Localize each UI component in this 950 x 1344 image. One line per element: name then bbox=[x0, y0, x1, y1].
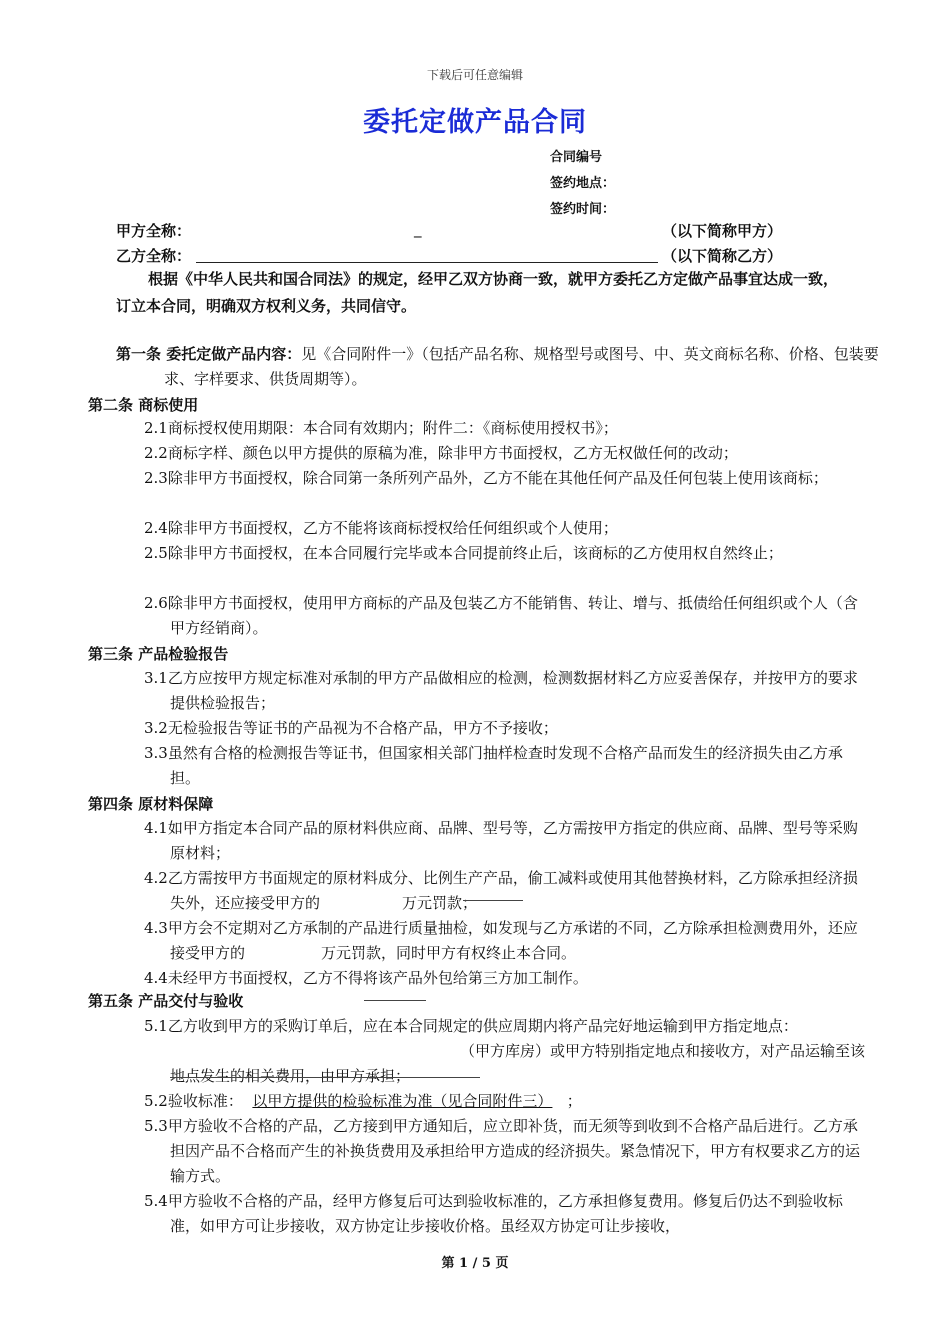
clause-4-2-text: 4.2乙方需按甲方书面规定的原材料成分、比例生产产品，偷工减料或使用其他替换材料，乙方除承担经济损失外，还应接受甲方的 bbox=[144, 869, 858, 912]
clause-5-2-label: 5.2验收标准： bbox=[144, 1092, 243, 1110]
clause-3-1: 3.1乙方应按甲方规定标准对承制的甲方产品做相应的检测，检测数据材料乙方应妥善保存，并按甲方的要求提供检验报告； bbox=[144, 669, 858, 712]
article-1 bbox=[116, 342, 889, 392]
article-1-heading: 第一条 委托定做产品内容： bbox=[116, 345, 302, 363]
party-a-label: 甲方全称： bbox=[116, 222, 192, 240]
article-1-body: 见《合同附件一》（包括产品名称、规格型号或图号、中、英文商标名称、价格、包装要求、字样要求、供货周期等）。 bbox=[164, 345, 879, 388]
article-3-heading: 第三条 产品检验报告 bbox=[88, 645, 229, 663]
clause-2-4: 2.4除非甲方书面授权，乙方不能将该商标授权给任何组织或个人使用； bbox=[144, 519, 618, 537]
clause-2-5: 2.5除非甲方书面授权，在本合同履行完毕或本合同提前终止后，该商标的乙方使用权自然终止； bbox=[144, 544, 783, 562]
article-4-heading: 第四条 原材料保障 bbox=[88, 795, 214, 813]
preamble: 根据《中华人民共和国合同法》的规定，经甲乙双方协商一致，就甲方委托乙方定做产品事宜达成一致，订立本合同，明确双方权利义务，共同信守。 bbox=[116, 270, 839, 315]
clause-2-6: 2.6除非甲方书面授权，使用甲方商标的产品及包装乙方不能销售、转让、增与、抵债给任何组织或个人（含甲方经销商）。 bbox=[144, 594, 858, 637]
clause-4-2 bbox=[144, 866, 870, 916]
clause-4-1: 4.1如甲方指定本合同产品的原材料供应商、品牌、型号等，乙方需按甲方指定的供应商、品牌、型号等采购原材料； bbox=[144, 819, 858, 862]
clause-2-2: 2.2商标字样、颜色以甲方提供的原稿为准，除非甲方书面授权，乙方无权做任何的改动； bbox=[144, 444, 738, 462]
clause-5-4: 5.4甲方验收不合格的产品，经甲方修复后可达到验收标准的，乙方承担修复费用。修复后仍达不到验收标准，如甲方可让步接收，双方协定让步接收价格。虽经双方协定可让步接收， bbox=[144, 1192, 843, 1235]
clause-4-3-unit: 万元罚款，同时甲方有权终止本合同。 bbox=[321, 944, 577, 962]
clause-5-2 bbox=[144, 1089, 870, 1114]
clause-3-2: 3.2无检验报告等证书的产品视为不合格产品，甲方不予接收； bbox=[144, 719, 558, 737]
clause-4-2-unit: 万元罚款； bbox=[402, 894, 478, 912]
clause-2-3: 2.3除非甲方书面授权，除合同第一条所列产品外，乙方不能在其他任何产品及任何包装上使用该商标； bbox=[144, 469, 828, 487]
clause-4-3 bbox=[144, 916, 870, 966]
strike-mark bbox=[463, 900, 523, 901]
party-a-name-field[interactable]: _ bbox=[414, 220, 422, 238]
clause-5-3: 5.3甲方验收不合格的产品，乙方接到甲方通知后，应立即补货，而无须等到收到不合格产品后进行。乙方承担因产品不合格而产生的补换货费用及承担给甲方造成的经济损失。紧急情况下，甲方有权要求乙方的运输方式。 bbox=[144, 1117, 861, 1185]
article-5-heading: 第五条 产品交付与验收 bbox=[88, 992, 244, 1010]
page-number: 第 1 / 5 页 bbox=[441, 1256, 509, 1271]
sign-place-label: 签约地点： bbox=[550, 176, 616, 191]
party-a-alias: （以下简称甲方） bbox=[662, 222, 783, 240]
contract-number-label: 合同编号 bbox=[550, 150, 603, 165]
clause-5-1-rest: （甲方库房）或甲方特别指定地点和接收方，对产品运输至该地点发生的相关费用，由甲方承担； bbox=[170, 1042, 866, 1085]
clause-3-3: 3.3虽然有合格的检测报告等证书，但国家相关部门抽样检查时发现不合格产品而发生的经济损失由乙方承担。 bbox=[144, 744, 843, 787]
clause-4-3-text: 4.3甲方会不定期对乙方承制的产品进行质量抽检，如发现与乙方承诺的不同，乙方除承担检测费用外，还应接受甲方的 bbox=[144, 919, 858, 962]
party-b-label: 乙方全称： bbox=[116, 247, 192, 265]
clause-2-1: 2.1商标授权使用期限：本合同有效期内；附件二：《商标使用授权书》； bbox=[144, 419, 618, 437]
clause-4-4: 4.4未经甲方书面授权，乙方不得将该产品外包给第三方加工制作。 bbox=[144, 969, 588, 987]
party-b-alias: （以下简称乙方） bbox=[662, 247, 783, 265]
party-b-name-field[interactable] bbox=[196, 262, 658, 263]
article-2-heading: 第二条 商标使用 bbox=[88, 396, 199, 414]
header-note: 下载后可任意编辑 bbox=[426, 68, 523, 82]
clause-5-1-text: 5.1乙方收到甲方的采购订单后，应在本合同规定的供应周期内将产品完好地运输到甲方指定地点： bbox=[144, 1017, 798, 1035]
strike-mark bbox=[364, 1000, 426, 1001]
clause-5-2-end: ； bbox=[566, 1092, 582, 1110]
strike-mark bbox=[170, 1077, 480, 1078]
document-title: 委托定做产品合同 bbox=[363, 107, 587, 138]
inspection-standard-field[interactable]: 以甲方提供的检验标准为准（见合同附件三） bbox=[252, 1092, 553, 1110]
sign-time-label: 签约时间： bbox=[550, 202, 616, 217]
